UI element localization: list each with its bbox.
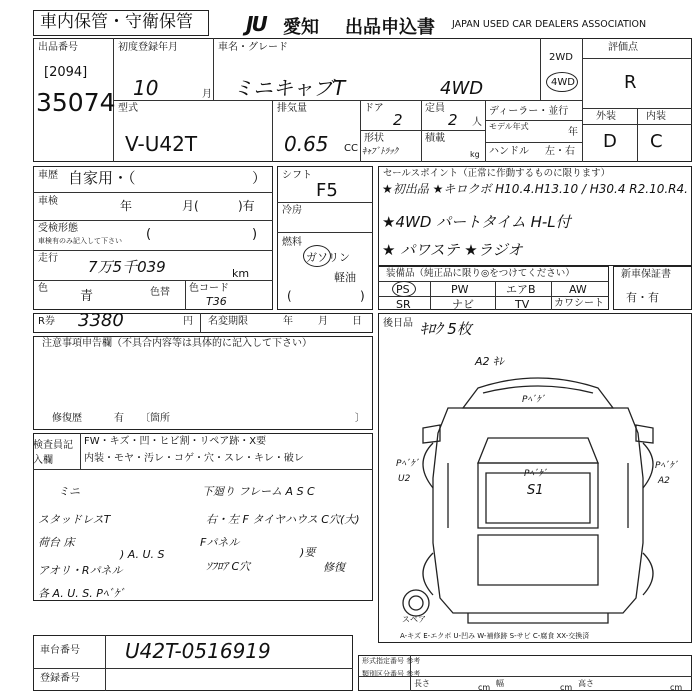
ref-length-unit: cm xyxy=(478,683,491,692)
shape-label: 形状 xyxy=(364,133,384,144)
color-label: 色 xyxy=(38,283,48,294)
inspector-mid-1: ) A. U. S xyxy=(120,548,165,561)
mileage-value: 7万5千039 xyxy=(88,258,166,276)
history-label: 車歴 xyxy=(38,170,58,181)
ref-height-unit: cm xyxy=(670,683,683,692)
door-label: ドア xyxy=(364,103,384,114)
recycle-value: 3380 xyxy=(78,310,124,331)
lot-label: 出品番号 xyxy=(38,42,78,53)
first-reg-label: 初度登録年月 xyxy=(118,42,178,53)
notes-label: 注意事項申告欄（不具合内容等は具体的に記入して下さい） xyxy=(42,338,312,349)
diagram-center-label: Pﾍﾞｹﾞ xyxy=(524,469,548,479)
grade-interior-label: 内装 xyxy=(646,111,666,122)
inspector-line-4: アオリ・Rパネル xyxy=(38,564,123,577)
color-value: 青 xyxy=(80,289,94,304)
inspector-line-2: スタッドレスT xyxy=(38,513,111,526)
sales-line-3: ★ パワステ ★ラジオ xyxy=(382,241,523,259)
inspector-label: 検査員記入欄 xyxy=(33,440,73,466)
inspector-right-3: Fパネル xyxy=(200,536,240,549)
color-code-label: 色コード xyxy=(189,283,229,294)
repair-close: 〕 xyxy=(355,413,365,424)
model-year-label: モデル年式 xyxy=(489,122,529,131)
repair-place: 〔箇所 xyxy=(140,413,170,424)
inspector-right-2: 右・左 F タイヤハウス C穴(大) xyxy=(206,513,360,526)
lot-bracket: [2094] xyxy=(44,65,88,80)
received-paren: ( xyxy=(146,227,152,242)
ref-length: 長さ xyxy=(414,679,430,688)
diagram-left-label: Pﾍﾞｹﾞ xyxy=(396,459,420,469)
received-note: 車検有のみ記入して下さい xyxy=(38,237,122,245)
warranty-label: 新車保証書 xyxy=(621,269,671,280)
fuel-gas-circle xyxy=(303,245,331,267)
inspector-mid-2: )要 xyxy=(300,546,316,559)
first-reg-month-unit: 月 xyxy=(202,89,212,100)
recycle-label: R券 xyxy=(38,316,55,327)
equip-airbag: エアB xyxy=(506,283,536,296)
fuel-close: ) xyxy=(360,289,365,303)
ref-height: 高さ xyxy=(578,679,594,688)
diagram-left-code: U2 xyxy=(398,474,411,484)
after-fit-label: 後日品 xyxy=(383,318,413,329)
type-label: 型式 xyxy=(118,103,138,114)
handle-opts: 左・右 xyxy=(545,146,575,157)
received-close: ) xyxy=(252,227,258,242)
org-english: JAPAN USED CAR DEALERS ASSOCIATION xyxy=(452,19,647,30)
model-name: ミニキャブT xyxy=(233,76,346,100)
storage-label: 車内保管・守衛保管 xyxy=(40,12,193,32)
color-code-value: T36 xyxy=(206,295,227,308)
name-change-year: 年 xyxy=(283,316,293,327)
drive-4wd-circle xyxy=(546,72,578,92)
damage-legend: A-キズ E-エクボ U-凹み W-補修跡 S-サビ C-腐食 XX-交換済 xyxy=(400,632,590,640)
grade-exterior-label: 外装 xyxy=(596,111,616,122)
fuel-gas: ガソリン xyxy=(306,251,350,264)
ju-logo: JU xyxy=(246,12,266,36)
displacement-unit: CC xyxy=(344,143,358,154)
plate-label: 登録番号 xyxy=(40,673,80,684)
chassis-value: U42T-0516919 xyxy=(125,639,271,663)
year-unit: 年 xyxy=(568,127,578,138)
equip-pw: PW xyxy=(451,283,469,296)
diagram-roof-label: Pﾍﾞｹﾞ xyxy=(522,395,546,405)
name-change-day: 日 xyxy=(352,316,362,327)
history-value: 自家用・（ xyxy=(68,169,136,187)
model-label: 車名・グレード xyxy=(218,42,288,53)
inspector-line-1: ミニ xyxy=(58,485,80,498)
displacement-label: 排気量 xyxy=(277,103,307,114)
repair-label: 修復歴 xyxy=(52,413,82,424)
grade-label: 評価点 xyxy=(608,42,638,53)
drive-4wd: 4WD xyxy=(551,77,575,88)
type-value: V-U42T xyxy=(125,132,198,156)
shift-label: シフト xyxy=(282,170,312,181)
chassis-label: 車台番号 xyxy=(40,645,80,656)
inspection-year: 年 xyxy=(120,199,133,213)
recycle-unit: 円 xyxy=(183,316,193,327)
equip-sr: SR xyxy=(396,298,411,311)
diagram-top-label: A2 ｷﾚ xyxy=(475,355,505,368)
equip-navi: ナビ xyxy=(452,298,474,311)
load-label: 積載 xyxy=(425,133,445,144)
ac-label: 冷房 xyxy=(282,205,302,216)
lot-number: 35074 xyxy=(36,88,116,117)
grade-exterior: D xyxy=(603,131,617,152)
equip-tv: TV xyxy=(515,298,530,311)
equip-aw: AW xyxy=(569,283,587,296)
capacity-value: 2 xyxy=(448,111,458,129)
model-drive: 4WD xyxy=(440,78,484,99)
inspector-row-1: FW・キズ・凹・ヒビ割・リペア跡・X要 xyxy=(84,436,267,447)
grade-value: R xyxy=(624,72,637,93)
name-change-label: 名変期限 xyxy=(208,316,248,327)
inspector-right-1: 下廻り フレーム A S C xyxy=(202,485,315,498)
ref-width-unit: cm xyxy=(560,683,573,692)
mileage-label: 走行 xyxy=(38,253,58,264)
after-fit-value: ｷﾛｸ 5枚 xyxy=(420,320,472,338)
shape-value: ｷｬﾌﾞﾄﾗｯｸ xyxy=(362,147,399,157)
sales-line-2: ★4WD パートタイム H-L付 xyxy=(382,213,571,231)
equip-ps: PS xyxy=(396,283,410,296)
equip-ps-circle xyxy=(392,281,416,297)
org-name: 愛知 xyxy=(283,17,319,38)
color-change-label: 色替 xyxy=(150,287,170,298)
inspector-line-5: 各 A. U. S. Pﾍﾞｹﾞ xyxy=(38,587,125,600)
fuel-label: 燃料 xyxy=(282,237,302,248)
inspector-line-3: 荷台 床 xyxy=(38,536,75,549)
history-close: ） xyxy=(252,171,266,187)
equip-leather: カワシート xyxy=(554,298,604,309)
notes-box xyxy=(33,336,373,430)
sales-line-1: ★初出品 ★キロクボ H10.4.H13.10 / H30.4 R2.10.R4. xyxy=(382,182,688,196)
dealer-label: ディーラー・並行 xyxy=(489,106,569,117)
diagram-right-label: Pﾍﾞｹﾞ xyxy=(655,461,679,471)
ref-width: 幅 xyxy=(496,679,504,688)
received-label: 受検形態 xyxy=(38,223,78,234)
fuel-diesel: 軽油 xyxy=(334,271,356,284)
reference-title: 形式指定番号 参考 xyxy=(362,657,421,665)
handle-label: ハンドル xyxy=(489,146,529,157)
doc-title: 出品申込書 xyxy=(345,17,435,38)
diagram-center-code: S1 xyxy=(527,483,544,498)
reference-type: 類別区分番号 参考 xyxy=(362,670,421,678)
mileage-unit: km xyxy=(232,267,250,280)
inspection-month: 月( xyxy=(182,199,199,213)
drive-2wd: 2WD xyxy=(549,52,573,63)
spare-label: スペア xyxy=(402,615,426,624)
warranty-value: 有・有 xyxy=(626,291,659,304)
door-value: 2 xyxy=(393,111,403,129)
grade-interior: C xyxy=(650,131,663,152)
capacity-label: 定員 xyxy=(425,103,445,114)
equipment-label: 装備品（純正品に限り◎をつけてください） xyxy=(386,268,575,279)
shift-value: F5 xyxy=(316,180,338,201)
diagram-right-code: A2 xyxy=(658,476,670,486)
sales-point-label: セールスポイント（正常に作動するものに限ります） xyxy=(383,168,611,179)
inspection-label: 車検 xyxy=(38,196,58,207)
repair-value: 有 xyxy=(114,413,124,424)
load-unit: kg xyxy=(470,150,480,159)
inspector-row-2: 内装・モヤ・汚レ・コゲ・穴・スレ・キレ・破レ xyxy=(84,453,304,464)
fuel-paren: ( xyxy=(287,289,292,303)
displacement-value: 0.65 xyxy=(284,132,329,156)
inspection-end: )有 xyxy=(238,199,255,213)
inspector-right-5: 修復 xyxy=(323,561,345,574)
capacity-unit: 人 xyxy=(472,117,482,128)
inspector-right-4: ｿﾌﾛｱ C穴 xyxy=(206,560,251,573)
first-reg-year: 10 xyxy=(133,76,159,100)
name-change-month: 月 xyxy=(318,316,328,327)
